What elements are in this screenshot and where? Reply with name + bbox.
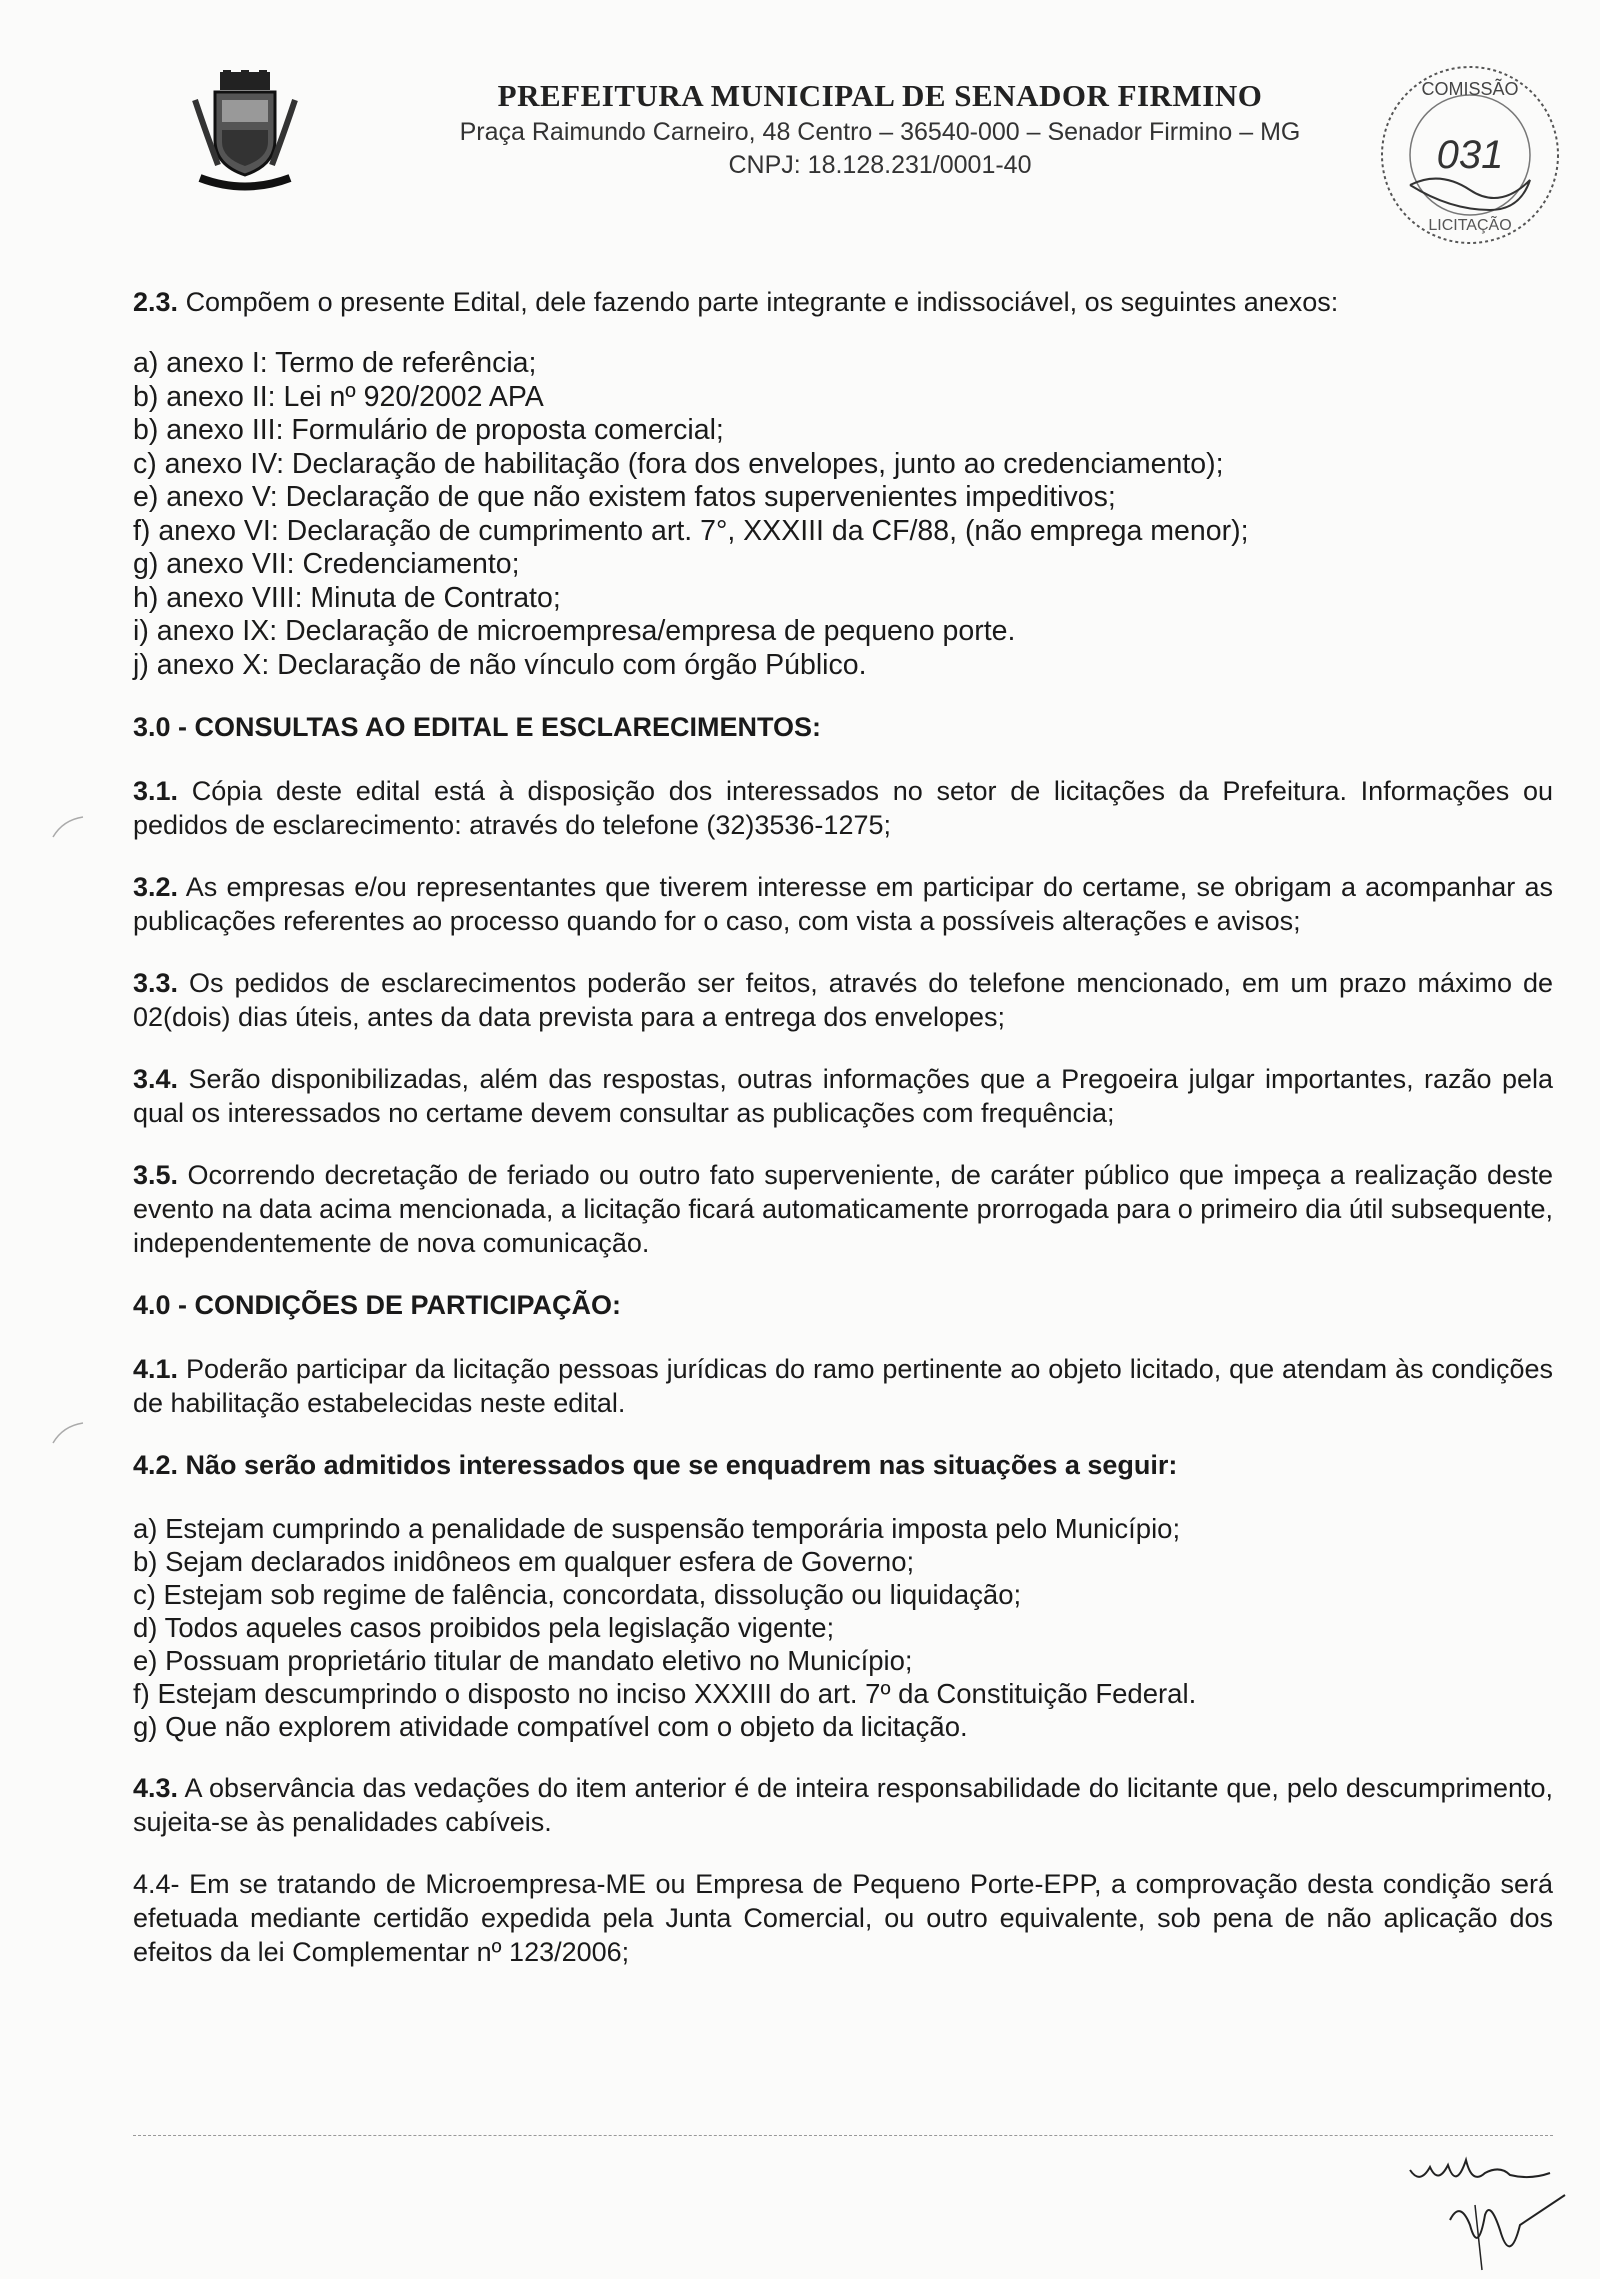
clause-number: 3.1.	[133, 776, 179, 806]
stamp-text-top: COMISSÃO	[1421, 79, 1519, 99]
list-item: b) anexo II: Lei nº 920/2002 APA	[133, 380, 544, 413]
list-item: f) anexo VI: Declaração de cumprimento art. 7°, XXXIII da CF/88, (não emprega menor);	[133, 514, 1249, 547]
list-item: b) Sejam declarados inidôneos em qualquer esfera de Governo;	[133, 1546, 915, 1577]
clause-text: Serão disponibilizadas, além das respostas, outras informações que a Pregoeira julgar importantes, razão pela qual os interessados no certame devem consultar as publicações com frequência;	[133, 1064, 1553, 1128]
clause-text: Ocorrendo decretação de feriado ou outro fato superveniente, de caráter público que impeça a realização deste evento na data acima mencionada, a licitação ficará automaticamente prorrogada para o primeiro dia útil subsequente, independentemente de nova comunicação.	[133, 1160, 1553, 1258]
annex-list	[133, 347, 1553, 682]
list-item: h) anexo VIII: Minuta de Contrato;	[133, 581, 561, 614]
commission-stamp	[1370, 60, 1570, 250]
clause-4-1	[133, 1352, 1553, 1420]
clause-number: 3.2.	[133, 872, 179, 902]
margin-mark	[48, 1418, 88, 1448]
list-item: j) anexo X: Declaração de não vínculo com órgão Público.	[133, 648, 867, 681]
list-item: g) Que não explorem atividade compatível com o objeto da licitação.	[133, 1711, 968, 1742]
clause-number: 3.4.	[133, 1064, 179, 1094]
list-item: e) Possuam proprietário titular de mandato eletivo no Município;	[133, 1645, 913, 1676]
clause-4-4	[133, 1867, 1553, 1969]
clause-3-1	[133, 774, 1553, 842]
clause-text: Compõem o presente Edital, dele fazendo parte integrante e indissociável, os seguintes anexos:	[185, 287, 1339, 317]
clause-number: 3.3.	[133, 968, 179, 998]
list-item: c) anexo IV: Declaração de habilitação (fora dos envelopes, junto ao credenciamento);	[133, 447, 1224, 480]
list-item: i) anexo IX: Declaração de microempresa/empresa de pequeno porte.	[133, 615, 1016, 647]
clause-text: Em se tratando de Microempresa-ME ou Empresa de Pequeno Porte-EPP, a comprovação desta condição será efetuada mediante certidão expedida pela Junta Comercial, ou outro equivalente, sob pena de não aplicação dos efeitos da lei Complementar nº 123/2006;	[133, 1869, 1553, 1967]
clause-number: 4.3.	[133, 1773, 179, 1803]
clause-text: Cópia deste edital está à disposição dos interessados no setor de licitações da Prefeitura. Informações ou pedidos de esclarecimento: através do telefone (32)3536-1275;	[133, 776, 1553, 840]
clause-text: A observância das vedações do item anterior é de inteira responsabilidade do licitante que, pelo descumprimento, sujeita-se às penalidades cabíveis.	[133, 1773, 1554, 1837]
clause-3-3	[133, 966, 1553, 1034]
clause-text: As empresas e/ou representantes que tiverem interesse em participar do certame, se obrigam a acompanhar as publicações referentes ao processo quando for o caso, com vista a possíveis alterações e avisos;	[133, 872, 1553, 936]
clause-3-2	[133, 870, 1553, 938]
list-item: g) anexo VII: Credenciamento;	[133, 548, 520, 580]
list-item: f) Estejam descumprindo o disposto no inciso XXXIII do art. 7º da Constituição Federal.	[133, 1678, 1197, 1709]
clause-text: Os pedidos de esclarecimentos poderão ser feitos, através do telefone mencionado, em um prazo máximo de 02(dois) dias úteis, antes da data prevista para a entrega dos envelopes;	[133, 968, 1553, 1032]
section-title-4: 4.0 - CONDIÇÕES DE PARTICIPAÇÃO:	[133, 1290, 622, 1320]
list-item: e) anexo V: Declaração de que não existem fatos supervenientes impeditivos;	[133, 481, 1116, 513]
clause-4-2-heading: 4.2. Não serão admitidos interessados que se enquadrem nas situações a seguir:	[133, 1450, 1178, 1480]
clause-4-3	[133, 1771, 1553, 1839]
margin-mark	[48, 812, 88, 842]
municipal-crest-icon	[190, 70, 300, 195]
clause-number: 2.3.	[133, 287, 179, 317]
document-body	[133, 285, 1553, 1997]
section-title-3: 3.0 - CONSULTAS AO EDITAL E ESCLARECIMENTOS:	[133, 712, 822, 742]
restriction-list	[133, 1512, 1553, 1743]
list-item: c) Estejam sob regime de falência, concordata, dissolução ou liquidação;	[133, 1579, 1022, 1610]
letterhead-cnpj: CNPJ: 18.128.231/0001-40	[728, 151, 1032, 179]
clause-3-5	[133, 1158, 1553, 1260]
handwritten-signature	[1390, 2145, 1590, 2275]
clause-number: 4.4-	[133, 1869, 180, 1899]
list-item: a) Estejam cumprindo a penalidade de suspensão temporária imposta pelo Município;	[133, 1513, 1181, 1544]
letterhead-address: Praça Raimundo Carneiro, 48 Centro – 36540-000 – Senador Firmino – MG	[459, 118, 1301, 146]
list-item: a) anexo I: Termo de referência;	[133, 347, 537, 379]
clause-number: 3.5.	[133, 1160, 179, 1190]
stamp-text-bottom: LICITAÇÃO	[1428, 217, 1512, 234]
list-item: b) anexo III: Formulário de proposta comercial;	[133, 414, 724, 446]
clause-text: Poderão participar da licitação pessoas jurídicas do ramo pertinente ao objeto licitado, que atendam às condições de habilitação estabelecidas neste edital.	[133, 1354, 1553, 1418]
letterhead-title: PREFEITURA MUNICIPAL DE SENADOR FIRMINO	[497, 78, 1263, 113]
letterhead	[380, 78, 1380, 180]
clause-2-3	[133, 285, 1553, 319]
list-item: d) Todos aqueles casos proibidos pela legislação vigente;	[133, 1612, 835, 1643]
stamp-number: 031	[1436, 133, 1504, 177]
clause-number: 4.1.	[133, 1354, 179, 1384]
footer-divider	[133, 2135, 1553, 2136]
clause-3-4	[133, 1062, 1553, 1130]
